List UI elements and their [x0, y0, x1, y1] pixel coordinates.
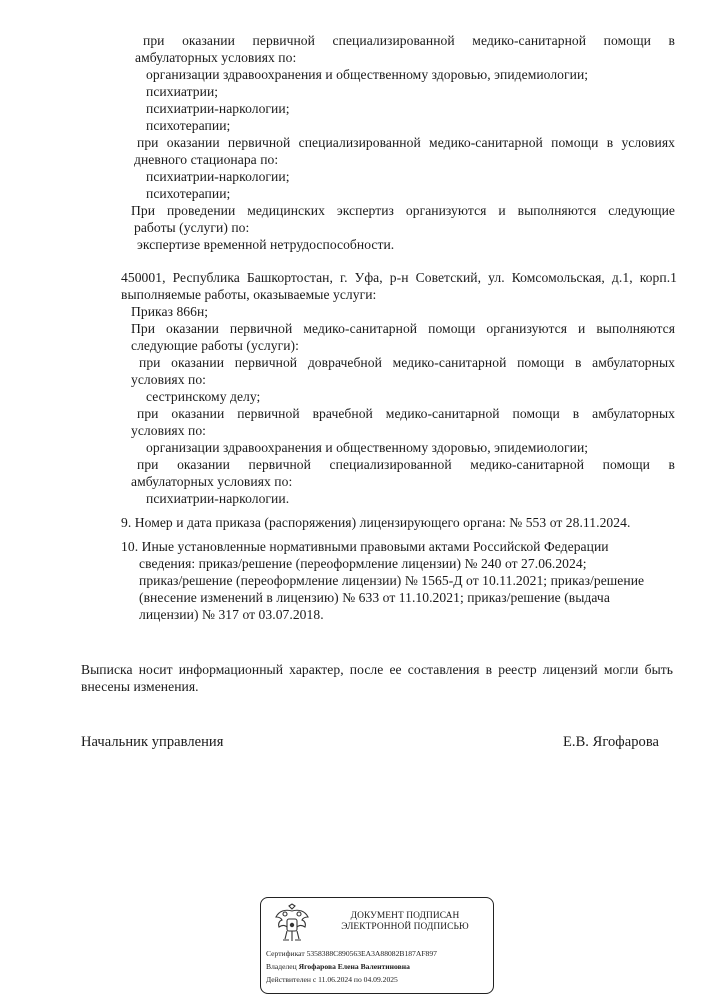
text-line: при оказании первичной доврачебной медико-санитарной помощи в амбулаторных [139, 355, 675, 370]
text-line: условиях по: [131, 372, 207, 387]
text-line: психотерапии; [146, 186, 231, 201]
certificate-value: 5358388C890563EA3A88082B187AF897 [306, 949, 437, 958]
text-line: при оказании первичной специализированной медико-санитарной помощи в условиях [137, 135, 675, 150]
text-line: амбулаторных условиях по: [131, 474, 293, 489]
owner-label: Владелец [266, 962, 297, 971]
text-line: 10. Иные установленные нормативными правовыми актами Российской Федерации [121, 539, 609, 554]
validity-line: Действителен с 11.06.2024 по 04.09.2025 [266, 975, 398, 984]
text-line: Приказ 866н; [131, 304, 209, 319]
order-number-line: 9. Номер и дата приказа (распоряжения) лицензирующего органа: № 553 от 28.11.2024. [121, 515, 631, 530]
text-line: (внесение изменений в лицензию) № 633 от 11.10.2021; приказ/решение (выдача [139, 590, 610, 605]
text-line: организации здравоохранения и общественному здоровью, эпидемиологии; [146, 67, 589, 82]
text-line: при оказании первичной врачебной медико-санитарной помощи в амбулаторных [137, 406, 675, 421]
stamp-title-line: ЭЛЕКТРОННОЙ ПОДПИСЬЮ [341, 922, 469, 932]
text-line: дневного стационара по: [134, 152, 279, 167]
stamp-title-line: ДОКУМЕНТ ПОДПИСАН [350, 911, 460, 921]
text-line: выполняемые работы, оказываемые услуги: [121, 287, 377, 302]
text-line: сведения: приказ/решение (переоформление лицензии) № 240 от 27.06.2024; [139, 556, 587, 571]
text-line: При проведении медицинских экспертиз организуются и выполняются следующие [131, 203, 675, 218]
text-line: следующие работы (услуги): [131, 338, 299, 353]
signer-position: Начальник управления [81, 734, 224, 750]
stamp-title [321, 911, 489, 933]
text-line: психиатрии; [146, 84, 219, 99]
text-line: при оказании первичной специализированной медико-санитарной помощи в [137, 457, 675, 472]
text-line: лицензии) № 317 от 03.07.2018. [139, 607, 324, 622]
text-line: амбулаторных условиях по: [135, 50, 297, 65]
text-line: психотерапии; [146, 118, 231, 133]
certificate-line [266, 949, 437, 959]
text-line: психиатрии-наркологии. [146, 491, 290, 506]
signer-name: Е.В. Ягофарова [563, 734, 660, 750]
text-line: психиатрии-наркологии; [146, 101, 290, 116]
text-line: При оказании первичной медико-санитарной помощи организуются и выполняются [131, 321, 675, 336]
text-line: сестринскому делу; [146, 389, 261, 404]
text-line: организации здравоохранения и общественному здоровью, эпидемиологии; [146, 440, 589, 455]
text-line: психиатрии-наркологии; [146, 169, 290, 184]
electronic-signature-stamp [260, 897, 494, 994]
info-note: внесены изменения. [81, 679, 199, 694]
info-note: Выписка носит информационный характер, после ее составления в реестр лицензий могли быть [81, 662, 673, 677]
owner-value: Ягофарова Елена Валентиновна [298, 962, 410, 971]
text-line: при оказании первичной специализированной медико-санитарной помощи в [143, 33, 675, 48]
address-line: 450001, Республика Башкортостан, г. Уфа, р-н Советский, ул. Комсомольская, д.1, корп.1 [121, 270, 677, 285]
text-line: работы (услуги) по: [134, 220, 250, 235]
owner-line [266, 962, 410, 972]
russian-coat-of-arms-icon [273, 903, 311, 945]
text-line: экспертизе временной нетрудоспособности. [137, 237, 395, 252]
text-line: приказ/решение (переоформление лицензии) № 1565-Д от 10.11.2021; приказ/решение [139, 573, 645, 588]
certificate-label: Сертификат [266, 949, 305, 958]
text-line: условиях по: [131, 423, 207, 438]
